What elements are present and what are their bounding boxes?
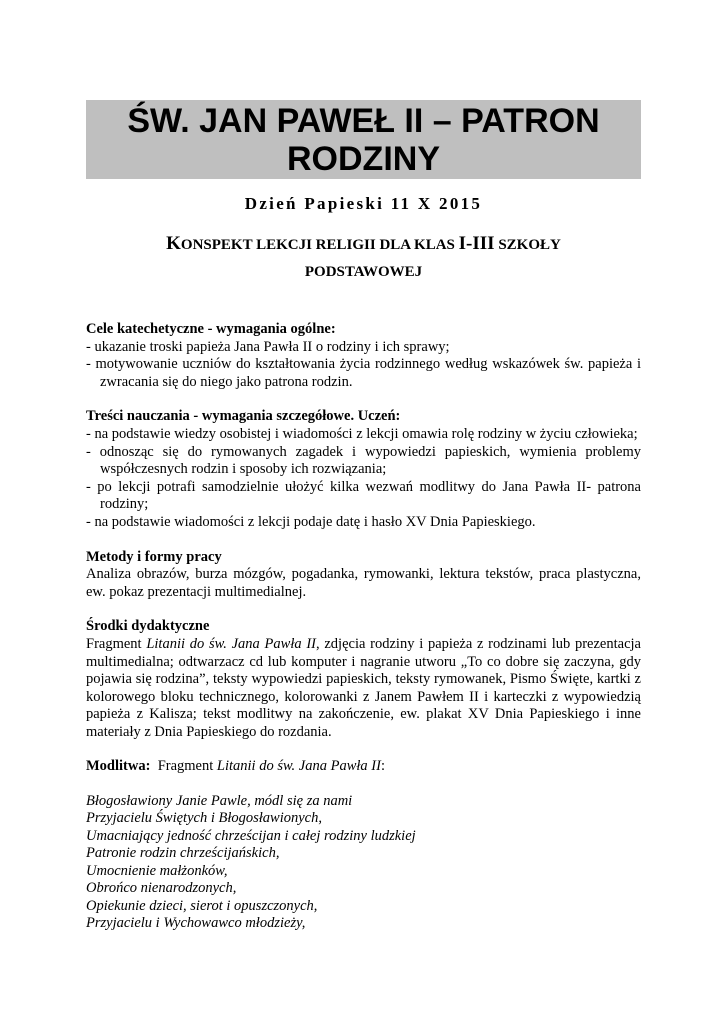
litany-line: Opiekunie dzieci, sierot i opuszczonych, <box>86 897 318 914</box>
tresci-item: - po lekcji potrafi samodzielnie ułożyć kilka wezwań modlitwy do Jana Pawła II- patrona rodziny; <box>86 478 641 513</box>
konspekt-text-1: ONSPEKT LEKCJI RELIGII DLA KLAS <box>180 237 459 253</box>
litany-line: Umocnienie małżonków, <box>86 862 228 879</box>
litany-line: Błogosławiony Janie Pawle, módl się za nami <box>86 793 353 810</box>
litany-line: Patronie rodzin chrześcijańskich, <box>86 845 280 862</box>
litany-line: Przyjacielu i Wychowawco młodzieży, <box>86 914 306 931</box>
metody-heading: Metody i formy pracy <box>86 548 222 565</box>
cele-item: - ukazanie troski papieża Jana Pawła II o rodziny i ich sprawy; <box>86 338 450 355</box>
litany-line: Umacniający jedność chrześcijan i całej rodziny ludzkiej <box>86 827 416 844</box>
document-title <box>86 100 641 179</box>
konspekt-line-1 <box>86 230 641 259</box>
tresci-heading: Treści nauczania - wymagania szczegółowe. Uczeń: <box>86 408 401 425</box>
subtitle: Dzień Papieski 11 X 2015 <box>244 194 483 213</box>
modlitwa-line <box>86 758 641 776</box>
title-line-1: ŚW. JAN PAWEŁ II – PATRON <box>127 101 600 140</box>
modlitwa-heading: Modlitwa: <box>86 758 151 775</box>
title-line-2: RODZINY <box>287 139 440 178</box>
litany-line: Obrońco nienarodzonych, <box>86 880 237 897</box>
cele-item: - motywowanie uczniów do kształtowania życia rodzinnego według wskazówek św. papieża i zwracania się do niego jako patrona rodzin. <box>86 356 641 390</box>
litany-line: Przyjacielu Świętych i Błogosławionych, <box>86 810 322 827</box>
srodki-text <box>86 636 641 742</box>
modlitwa-text-post: : <box>380 758 385 775</box>
tresci-item: - na podstawie wiadomości z lekcji podaje datę i hasło XV Dnia Papieskiego. <box>86 513 536 530</box>
srodki-heading: Środki dydaktyczne <box>86 618 210 635</box>
srodki-text-pre: Fragment <box>86 635 147 652</box>
modlitwa-text-pre: Fragment <box>150 758 217 775</box>
metody-text: Analiza obrazów, burza mózgów, pogadanka, rymowanki, lektura tekstów, praca plastyczna, ew. pokaz prezentacji multimedialnej. <box>86 566 641 600</box>
konspekt-line-2: PODSTAWOWEJ <box>304 264 423 280</box>
document-body <box>86 321 641 932</box>
srodki-text-post: , zdjęcia rodziny i papieża z rodzinami lub prezentacja multimedialna; odtwarzacz cd lub komputer i nagranie utworu „To co dobre się zaczyna, gdy pojawia się rodzina”, teksty wypowiedzi papieskich, teksty rymowanek, Pismo Święte, kartki z kolorowego bloku technicznego, kolorowanki z Janem Pawłem II i karteczki z wypowiedzią papieża z Kalisza; tekst modlitwy na zakończenie, ew. plakat XV Dnia Papieskiego i inne materiały z Dnia Papieskiego do rozdania. <box>86 635 641 740</box>
litany <box>86 793 641 932</box>
srodki-text-italic: Litanii do św. Jana Pawła II <box>146 635 316 652</box>
konspekt-heading <box>86 230 641 286</box>
modlitwa-text-italic: Litanii do św. Jana Pawła II <box>216 758 381 775</box>
konspekt-initial: K <box>166 233 181 254</box>
tresci-item: - odnosząc się do rymowanych zagadek i wypowiedzi papieskich, wymienia problemy współczesnych rodzin i sposoby ich rozwiązania; <box>86 443 641 478</box>
konspekt-text-2: SZKOŁY <box>494 237 561 253</box>
cele-heading: Cele katechetyczne - wymagania ogólne: <box>86 321 336 337</box>
tresci-item: - na podstawie wiedzy osobistej i wiadomości z lekcji omawia rolę rodziny w życiu człowieka; <box>86 425 638 442</box>
konspekt-roman: I-III <box>458 233 495 254</box>
